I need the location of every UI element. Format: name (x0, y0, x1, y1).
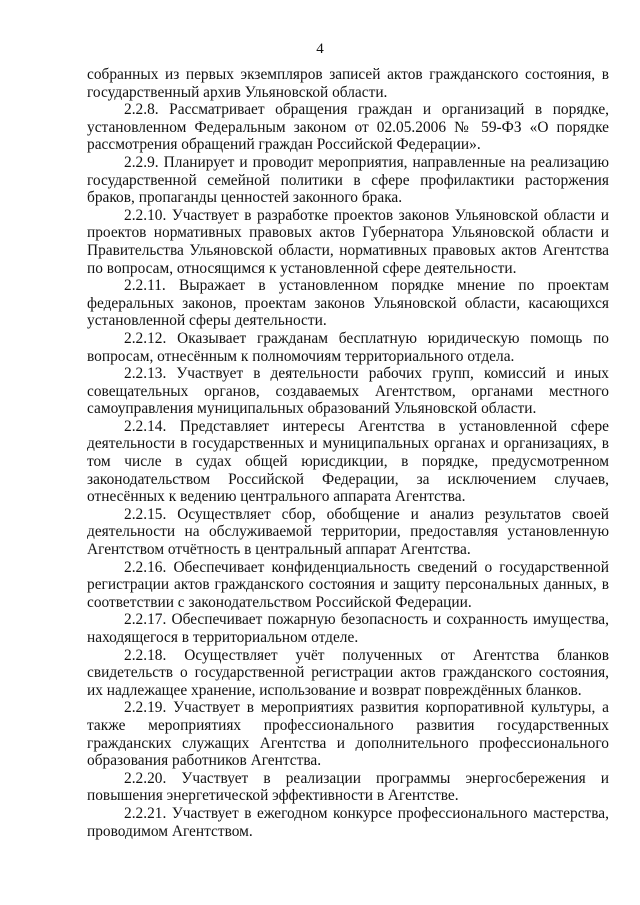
page-number: 4 (316, 41, 324, 57)
paragraph-2-2-14: 2.2.14. Представляет интересы Агентства в установленной сфере деятельности в государственных и муниципальных органах и организациях, в том числе в судах общей юрисдикции, в порядке, предусмотренном законодательством Российской Федерации, за исключением случаев, отнесённых к ведению центрального аппарата Агентства. (87, 417, 609, 506)
paragraph-2-2-10: 2.2.10. Участвует в разработке проектов законов Ульяновской области и проектов нормативных правовых актов Губернатора Ульяновской области и Правительства Ульяновской области, нормативных правовых актов Агентства по вопросам, относящимся к установленной сфере деятельности. (87, 206, 609, 277)
paragraph-2-2-8: 2.2.8. Рассматривает обращения граждан и организаций в порядке, установленном Федеральным законом от 02.05.2006 № 59-ФЗ «О порядке рассмотрения обращений граждан Российской Федерации». (87, 101, 609, 154)
paragraph-2-2-13: 2.2.13. Участвует в деятельности рабочих групп, комиссий и иных совещательных органов, создаваемых Агентством, органами местного самоуправления муниципальных образований Ульяновской области. (87, 365, 609, 418)
paragraph-2-2-11: 2.2.11. Выражает в установленном порядке мнение по проектам федеральных законов, проектам законов Ульяновской области, касающихся установленной сферы деятельности. (87, 277, 609, 330)
paragraph-2-2-15: 2.2.15. Осуществляет сбор, обобщение и анализ результатов своей деятельности на обслуживаемой территории, предоставляя установленную Агентством отчётность в центральный аппарат Агентства. (87, 505, 609, 559)
paragraph-2-2-16: 2.2.16. Обеспечивает конфиденциальность сведений о государственной регистрации актов гражданского состояния и защиту персональных данных, в соответствии с законодательством Российской Федерации. (87, 558, 609, 611)
paragraph-2-2-20: 2.2.20. Участвует в реализации программы энергосбережения и повышения энергетической эффективности в Агентстве. (87, 769, 609, 805)
paragraph-continuation: собранных из первых экземпляров записей актов гражданского состояния, в государственный архив Ульяновской области. (87, 66, 609, 101)
paragraph-2-2-12: 2.2.12. Оказывает гражданам бесплатную юридическую помощь по вопросам, отнесённым к полномочиям территориального отдела. (87, 329, 609, 365)
paragraph-2-2-21: 2.2.21. Участвует в ежегодном конкурсе профессионального мастерства, проводимом Агентством. (87, 804, 609, 840)
paragraph-2-2-19: 2.2.19. Участвует в мероприятиях развития корпоративной культуры, а также мероприятиях профессионального развития государственных гражданских служащих Агентства и дополнительного профессионального образования работников Агентства. (87, 699, 609, 770)
paragraph-2-2-17: 2.2.17. Обеспечивает пожарную безопасность и сохранность имущества, находящегося в территориальном отделе. (87, 611, 609, 646)
document-body (87, 66, 609, 840)
paragraph-2-2-9: 2.2.9. Планирует и проводит мероприятия, направленные на реализацию государственной семейной политики в сфере профилактики расторжения браков, пропаганды ценностей законного брака. (87, 153, 609, 207)
paragraph-2-2-18: 2.2.18. Осуществляет учёт полученных от Агентства бланков свидетельств о государственной регистрации актов гражданского состояния, их надлежащее хранение, использование и возврат повреждённых бланков. (87, 646, 609, 699)
